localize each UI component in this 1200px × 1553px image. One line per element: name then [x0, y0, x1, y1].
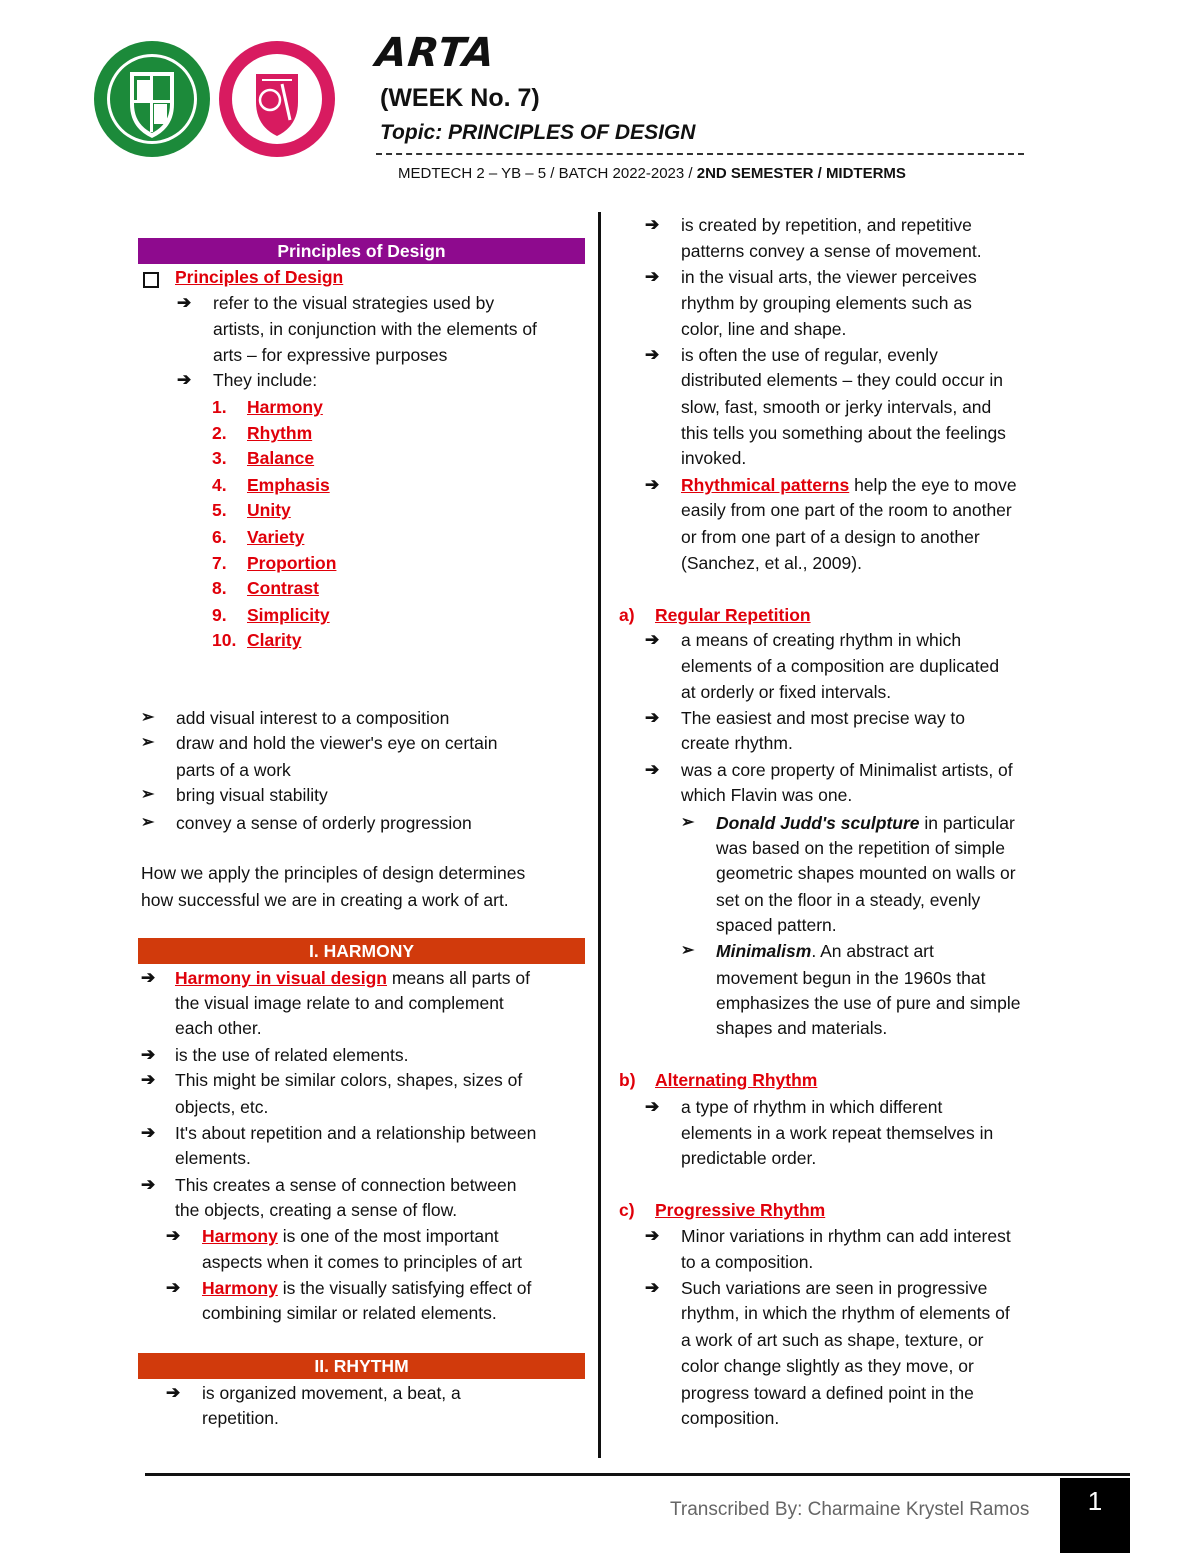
- list-item-variety: Variety: [247, 527, 305, 547]
- arrow-bullet-icon: ➔: [141, 968, 156, 987]
- harmony-line-8: This creates a sense of connection between: [175, 1175, 517, 1195]
- minimalism-line-3: shapes and materials.: [716, 1018, 888, 1038]
- principles-line-1: refer to the visual strategies used by: [213, 293, 495, 313]
- judd-rest: in particular: [919, 813, 1015, 833]
- minimalism-line-2: emphasizes the use of pure and simple: [716, 993, 1021, 1013]
- sub-a-line-6: was a core property of Minimalist artists, of: [681, 760, 1013, 780]
- intro-line-8: slow, fast, smooth or jerky intervals, and: [681, 397, 992, 417]
- judd-line-3: set on the floor in a steady, evenly: [716, 890, 981, 910]
- sub-c-line-5: a work of art such as shape, texture, or: [681, 1330, 984, 1350]
- list-num-10: 10.: [212, 630, 237, 650]
- list-item-harmony: Harmony: [247, 397, 323, 417]
- harmony-sub-2: [202, 1277, 531, 1299]
- sub-b-line-3: predictable order.: [681, 1148, 817, 1168]
- checkbox-square-icon: [143, 272, 159, 288]
- para-line-1: How we apply the principles of design determines: [141, 863, 526, 883]
- sub-b-line-2: elements in a work repeat themselves in: [681, 1123, 994, 1143]
- bullet-line-3: parts of a work: [176, 760, 291, 780]
- section-bar-rhythm: II. RHYTHM: [138, 1353, 585, 1379]
- sub-c-line-2: to a composition.: [681, 1252, 814, 1272]
- arrow-bullet-icon: ➔: [645, 1097, 660, 1116]
- list-item-rhythm: Rhythm: [247, 423, 313, 443]
- arrow-bullet-icon: ➔: [141, 1045, 156, 1064]
- sub-a-line-3: at orderly or fixed intervals.: [681, 682, 892, 702]
- judd-lead: [716, 812, 1015, 834]
- list-num-1: 1.: [212, 397, 227, 417]
- arrow-bullet-icon: ➔: [177, 293, 192, 312]
- judd-term: Donald Judd's sculpture: [716, 813, 920, 833]
- arrow-bullet-icon: ➔: [141, 1070, 156, 1089]
- minimalism-term: Minimalism: [716, 941, 812, 961]
- course-info: [398, 165, 906, 182]
- list-item-proportion: Proportion: [247, 553, 337, 573]
- rp-line-3: (Sanchez, et al., 2009).: [681, 553, 862, 573]
- header-dashed-rule: [376, 153, 1024, 155]
- intro-line-6: is often the use of regular, evenly: [681, 345, 938, 365]
- section-bar-harmony: I. HARMONY: [138, 938, 585, 964]
- sub-c-line-3: Such variations are seen in progressive: [681, 1278, 988, 1298]
- sub-a-letter: a): [619, 605, 635, 625]
- intro-line-4: rhythm by grouping elements such as: [681, 293, 972, 313]
- doc-title: ARTA: [373, 30, 498, 76]
- arrow-bullet-icon: ➔: [166, 1383, 181, 1402]
- intro-line-2: patterns convey a sense of movement.: [681, 241, 982, 261]
- list-num-3: 3.: [212, 448, 227, 468]
- rhythmical-patterns-lead: [681, 474, 1017, 496]
- list-item-clarity: Clarity: [247, 630, 302, 650]
- chevron-bullet-icon: ➢: [141, 786, 155, 803]
- harmony-line-7: elements.: [175, 1148, 251, 1168]
- harmony-line-3: is the use of related elements.: [175, 1045, 409, 1065]
- intro-line-5: color, line and shape.: [681, 319, 847, 339]
- intro-line-3: in the visual arts, the viewer perceives: [681, 267, 977, 287]
- arrow-bullet-icon: ➔: [645, 345, 660, 364]
- page-number: 1: [1060, 1478, 1130, 1553]
- harmony-sub-1: [202, 1225, 499, 1247]
- chevron-bullet-icon: ➢: [141, 734, 155, 751]
- list-item-contrast: Contrast: [247, 578, 319, 598]
- harmony-line-1: the visual image relate to and complement: [175, 993, 504, 1013]
- list-item-emphasis: Emphasis: [247, 475, 330, 495]
- footer-rule: [145, 1473, 1130, 1476]
- sub-c-line-1: Minor variations in rhythm can add interest: [681, 1226, 1011, 1246]
- judd-line-4: spaced pattern.: [716, 915, 837, 935]
- intro-line-10: invoked.: [681, 448, 747, 468]
- harmony-lead-term: Harmony in visual design: [175, 968, 387, 988]
- principles-line-3: arts – for expressive purposes: [213, 345, 448, 365]
- bullet-line-2: draw and hold the viewer's eye on certain: [176, 733, 498, 753]
- sub-a-line-2: elements of a composition are duplicated: [681, 656, 1000, 676]
- harmony-line-2: each other.: [175, 1018, 262, 1038]
- course-prefix: MEDTECH 2 – YB – 5 / BATCH 2022-2023 /: [398, 165, 697, 182]
- arrow-bullet-icon: ➔: [645, 630, 660, 649]
- section-bar-principles: Principles of Design: [138, 238, 585, 264]
- list-item-simplicity: Simplicity: [247, 605, 330, 625]
- list-num-7: 7.: [212, 553, 227, 573]
- para-line-2: how successful we are in creating a work of art.: [141, 890, 509, 910]
- sub-b-line-1: a type of rhythm in which different: [681, 1097, 943, 1117]
- intro-line-1: is created by repetition, and repetitive: [681, 215, 972, 235]
- minimalism-lead: [716, 940, 934, 962]
- list-num-5: 5.: [212, 500, 227, 520]
- list-item-balance: Balance: [247, 448, 315, 468]
- arrow-bullet-icon: ➔: [645, 708, 660, 727]
- rp-line-1: easily from one part of the room to another: [681, 500, 1012, 520]
- course-term: 2ND SEMESTER / MIDTERMS: [696, 165, 906, 182]
- intro-line-7: distributed elements – they could occur in: [681, 370, 1003, 390]
- harmony-sub-1-rest: is one of the most important: [277, 1226, 499, 1246]
- list-num-8: 8.: [212, 578, 227, 598]
- harmony-sub-1-cont: aspects when it comes to principles of art: [202, 1252, 523, 1272]
- list-num-2: 2.: [212, 423, 227, 443]
- chevron-bullet-icon: ➢: [141, 709, 155, 726]
- arrow-bullet-icon: ➔: [645, 475, 660, 494]
- sub-c-title: Progressive Rhythm: [655, 1200, 826, 1220]
- arrow-bullet-icon: ➔: [166, 1226, 181, 1245]
- arrow-bullet-icon: ➔: [645, 1226, 660, 1245]
- harmony-line-5: objects, etc.: [175, 1097, 269, 1117]
- harmony-line-6: It's about repetition and a relationship between: [175, 1123, 537, 1143]
- list-item-unity: Unity: [247, 500, 291, 520]
- chevron-bullet-icon: ➢: [681, 942, 695, 959]
- minimalism-line-1: movement begun in the 1960s that: [716, 968, 986, 988]
- harmony-sub-1-term: Harmony: [202, 1226, 278, 1246]
- column-divider: [598, 212, 601, 1458]
- university-seal-green-logo: [93, 40, 211, 158]
- list-num-9: 9.: [212, 605, 227, 625]
- sub-a-title: Regular Repetition: [655, 605, 811, 625]
- harmony-lead: [175, 967, 530, 989]
- principles-heading: Principles of Design: [175, 267, 344, 287]
- week-label: (WEEK No. 7): [380, 84, 540, 112]
- minimalism-rest: . An abstract art: [811, 941, 934, 961]
- arrow-bullet-icon: ➔: [645, 1278, 660, 1297]
- rp-line-2: or from one part of a design to another: [681, 527, 980, 547]
- judd-line-1: was based on the repetition of simple: [716, 838, 1005, 858]
- sub-c-line-6: color change slightly as they move, or: [681, 1356, 974, 1376]
- sub-c-line-4: rhythm, in which the rhythm of elements of: [681, 1303, 1010, 1323]
- arrow-bullet-icon: ➔: [166, 1278, 181, 1297]
- arrow-bullet-icon: ➔: [645, 267, 660, 286]
- chevron-bullet-icon: ➢: [681, 814, 695, 831]
- arrow-bullet-icon: ➔: [645, 760, 660, 779]
- arrow-bullet-icon: ➔: [645, 215, 660, 234]
- bullet-line-4: bring visual stability: [176, 785, 328, 805]
- rhythm-line-2: repetition.: [202, 1408, 279, 1428]
- harmony-sub-2-term: Harmony: [202, 1278, 278, 1298]
- judd-line-2: geometric shapes mounted on walls or: [716, 863, 1016, 883]
- list-num-4: 4.: [212, 475, 227, 495]
- sub-a-line-1: a means of creating rhythm in which: [681, 630, 962, 650]
- principles-line-2: artists, in conjunction with the elements of: [213, 319, 537, 339]
- bullet-line-5: convey a sense of orderly progression: [176, 813, 472, 833]
- rhythmical-patterns-term: Rhythmical patterns: [681, 475, 850, 495]
- footer-credit: Transcribed By: Charmaine Krystel Ramos: [670, 1499, 1030, 1520]
- sub-c-line-8: composition.: [681, 1408, 780, 1428]
- chevron-bullet-icon: ➢: [141, 814, 155, 831]
- list-num-6: 6.: [212, 527, 227, 547]
- bullet-line-1: add visual interest to a composition: [176, 708, 450, 728]
- sub-b-title: Alternating Rhythm: [655, 1070, 818, 1090]
- sub-c-line-7: progress toward a defined point in the: [681, 1383, 974, 1403]
- sub-a-line-7: which Flavin was one.: [681, 785, 853, 805]
- rhythm-line-1: is organized movement, a beat, a: [202, 1383, 461, 1403]
- sub-a-line-5: create rhythm.: [681, 733, 793, 753]
- sub-b-letter: b): [619, 1070, 636, 1090]
- sub-c-letter: c): [619, 1200, 635, 1220]
- principles-line-4: They include:: [213, 370, 318, 390]
- arrow-bullet-icon: ➔: [141, 1123, 156, 1142]
- arrow-bullet-icon: ➔: [177, 370, 192, 389]
- harmony-lead-rest: means all parts of: [387, 968, 530, 988]
- arrow-bullet-icon: ➔: [141, 1175, 156, 1194]
- rhythmical-patterns-rest: help the eye to move: [849, 475, 1017, 495]
- harmony-sub-2-rest: is the visually satisfying effect of: [277, 1278, 532, 1298]
- harmony-line-9: the objects, creating a sense of flow.: [175, 1200, 458, 1220]
- university-seal-pink-logo: [218, 40, 336, 158]
- harmony-line-4: This might be similar colors, shapes, sizes of: [175, 1070, 523, 1090]
- sub-a-line-4: The easiest and most precise way to: [681, 708, 966, 728]
- harmony-sub-2-cont: combining similar or related elements.: [202, 1303, 497, 1323]
- intro-line-9: this tells you something about the feelings: [681, 423, 1006, 443]
- topic-label: Topic: PRINCIPLES OF DESIGN: [380, 121, 696, 144]
